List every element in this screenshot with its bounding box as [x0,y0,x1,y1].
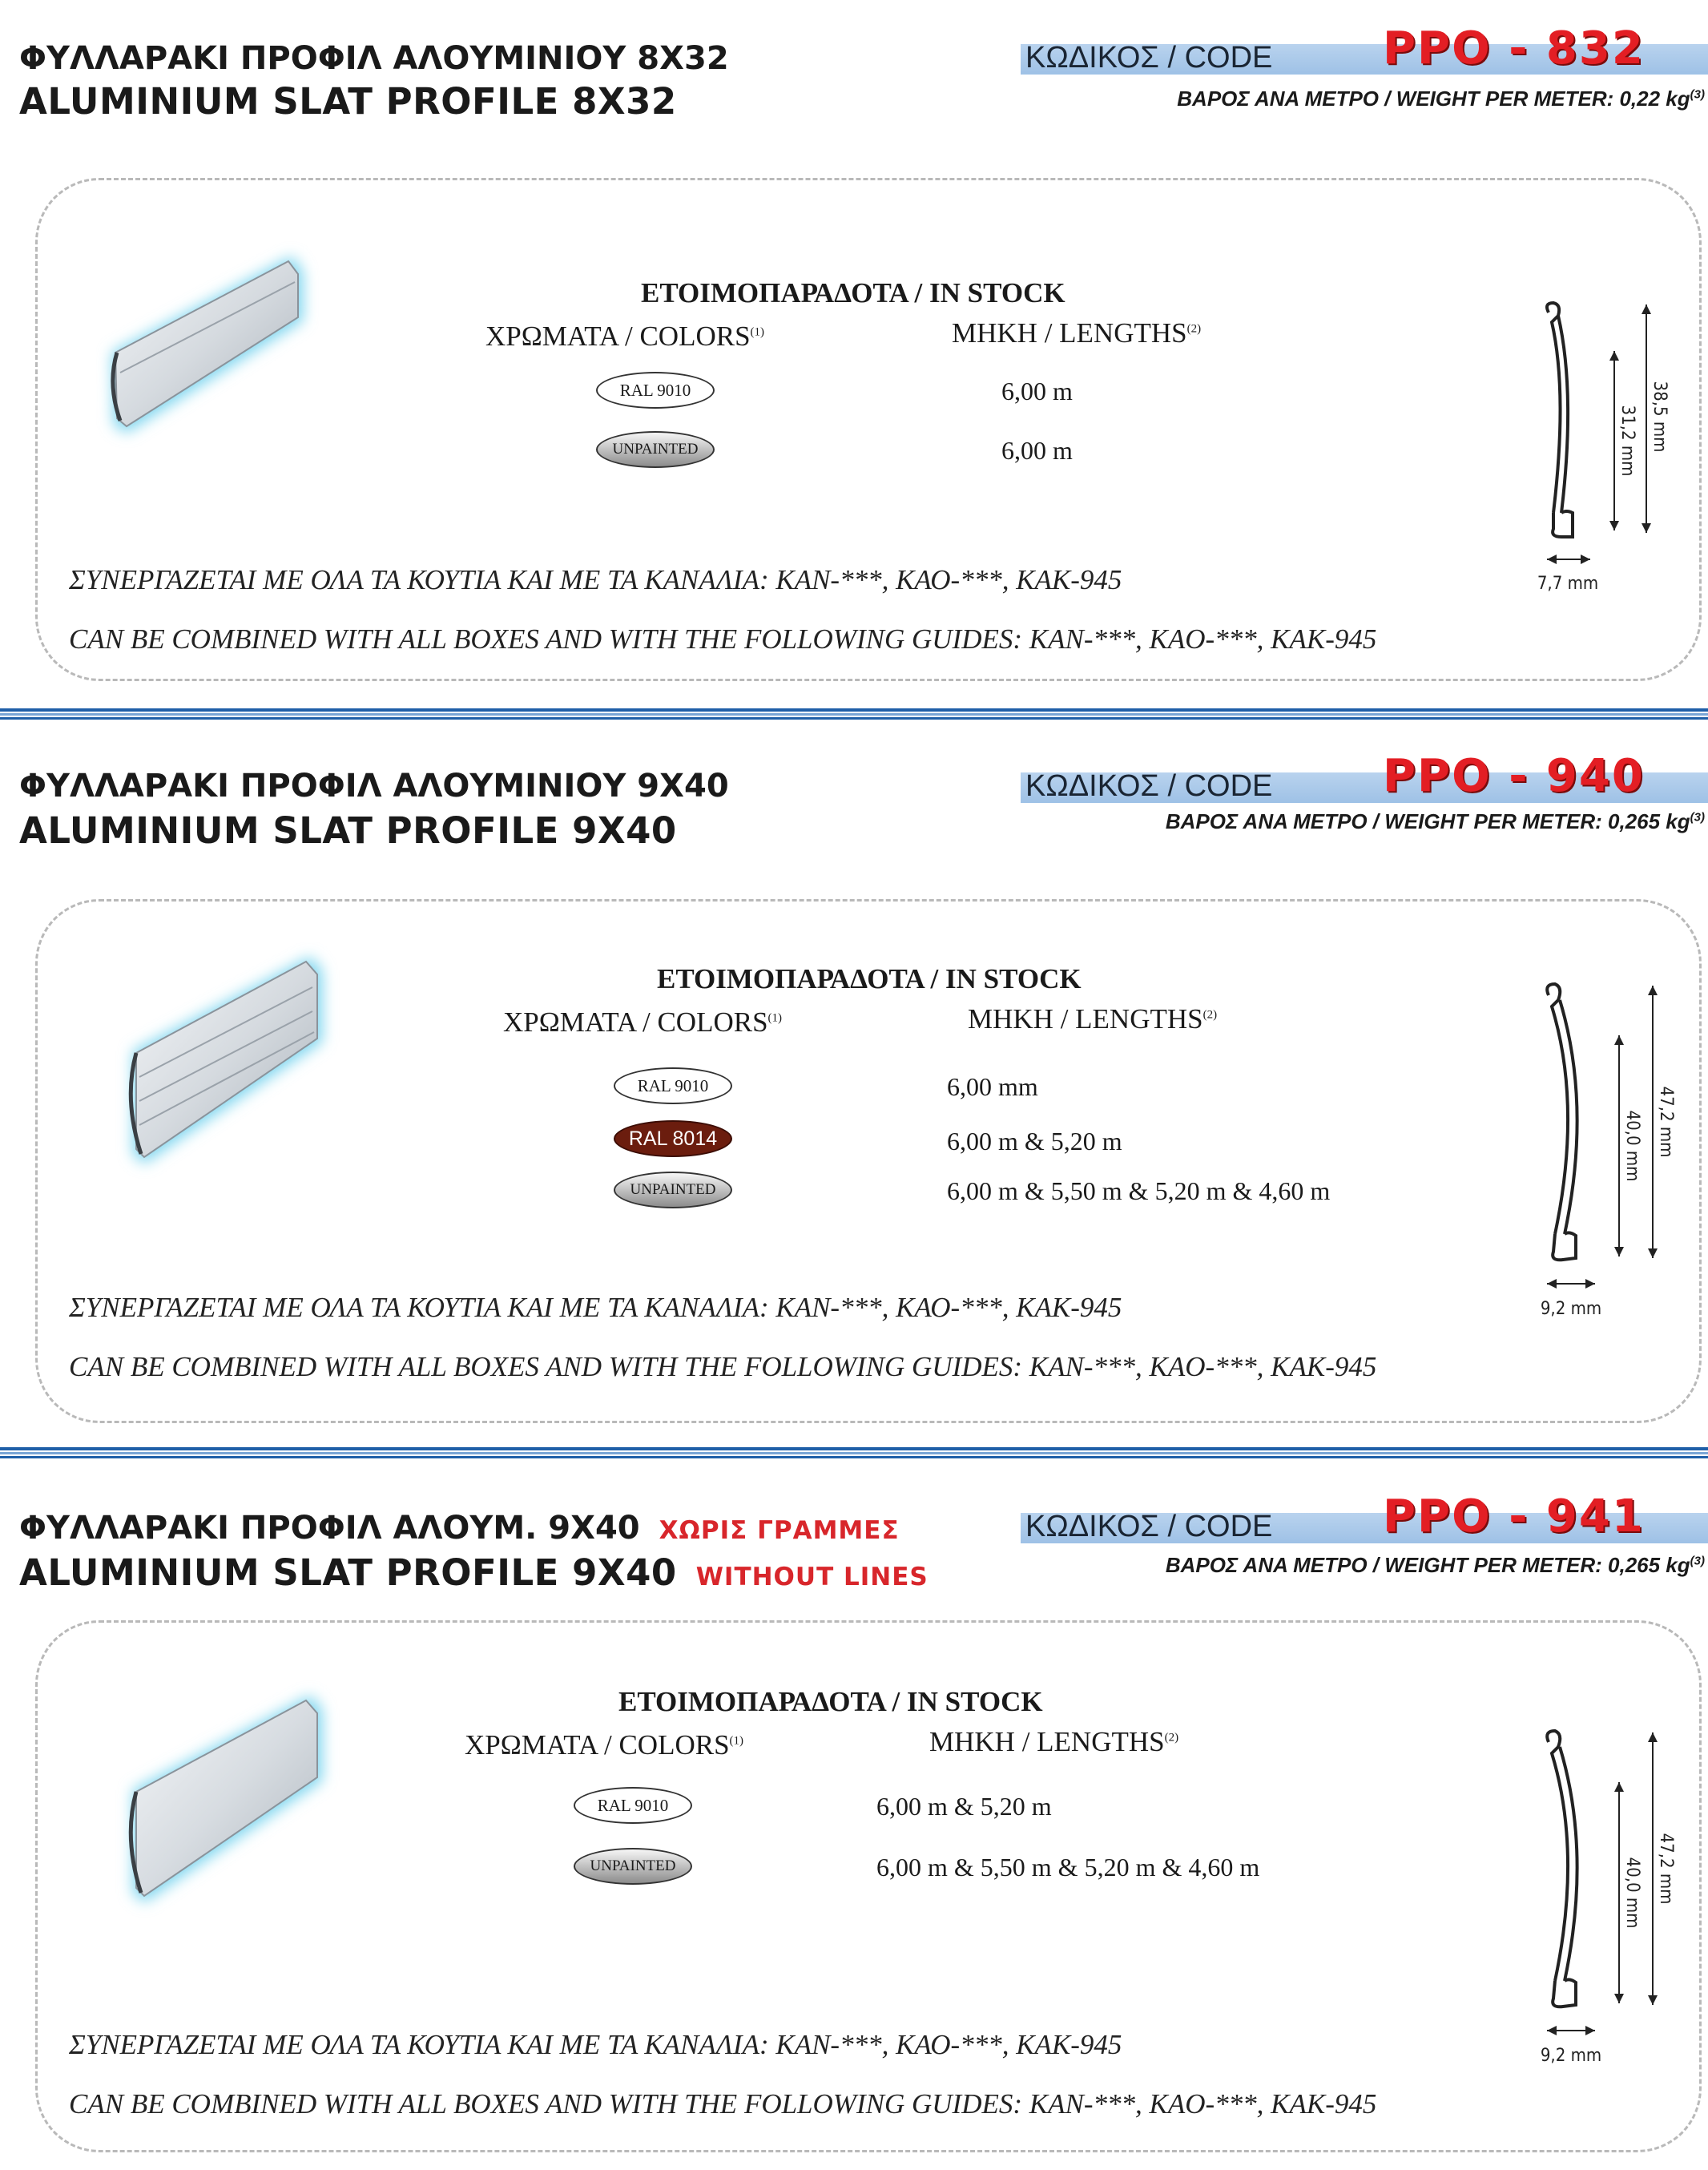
slat-profile-image [96,232,361,473]
color-badge-ral-8014: RAL 8014 [614,1120,732,1157]
compatibility-greek: ΣΥΝΕΡΓΑΖΕΤΑΙ ΜΕ ΟΛΑ ΤΑ ΚΟΥΤΙΑ ΚΑΙ ΜΕ ΤΑ ΚΑΝΑΛΙΑ: ΚΑΝ-***, ΚΑΟ-***, ΚΑΚ-945 [69,2029,1122,2060]
length-value: 6,00 m & 5,50 m & 5,20 m & 4,60 m [947,1176,1331,1205]
slat-cross-section-drawing [1526,978,1686,1330]
slat-cross-section-drawing [1526,1724,1686,2077]
colors-heading: ΧΡΩΜΑΤΑ / COLORS$^{(1)}$ [465,1729,744,1761]
dimension-thickness: 7,7 mm [1537,574,1599,594]
product-code: PPO - 941 [1383,1490,1645,1543]
color-badge-ral-9010: RAL 9010 [574,1787,692,1824]
dimension-inner-height: 31,2 mm [1617,405,1638,477]
product-title-english: ALUMINIUM SLAT PROFILE 8X32 [19,80,677,123]
product-title-english: ALUMINIUM SLAT PROFILE 9X40 [19,809,677,852]
section-divider [0,708,1708,720]
slat-profile-image [112,1670,377,1926]
weight-per-meter: ΒΑΡΟΣ ΑΝΑ ΜΕΤΡΟ / WEIGHT PER METER: 0,22 $kg^{(3)}$ [1177,87,1705,111]
colors-heading: ΧΡΩΜΑΤΑ / COLORS$^{(1)}$ [503,1006,783,1038]
code-label: ΚΩΔΙΚΟΣ / CODE [1025,1510,1273,1543]
dimension-outer-height: 47,2 mm [1656,1086,1676,1158]
dimension-inner-height: 40,0 mm [1622,1857,1642,1929]
length-value: 6,00 m [1001,377,1073,405]
compatibility-english: CAN BE COMBINED WITH ALL BOXES AND WITH THE FOLLOWING GUIDES: KAN-***, KAO-***, KAK-945 [69,623,1377,655]
section-divider [0,1447,1708,1458]
color-badge-unpainted: UNPAINTED [614,1172,732,1208]
without-lines-label-english: WITHOUT LINES [695,1563,929,1591]
code-label: ΚΩΔΙΚΟΣ / CODE [1025,41,1273,75]
dimension-outer-height: 47,2 mm [1656,1833,1676,1905]
slat-profile-image [112,931,377,1196]
product-title-greek: ΦΥΛΛΑΡΑΚΙ ΠΡΟΦΙΛ ΑΛΟΥΜΙΝΙΟΥ 8X32 [19,40,729,77]
compatibility-english: CAN BE COMBINED WITH ALL BOXES AND WITH THE FOLLOWING GUIDES: KAN-***, KAO-***, KAK-945 [69,1351,1377,1382]
product-code: PPO - 832 [1383,22,1645,75]
color-badge-ral-9010: RAL 9010 [614,1067,732,1104]
lengths-heading: ΜΗΚΗ / LENGTHS$^{(2)}$ [929,1726,1179,1757]
length-value: 6,00 m & 5,20 m [947,1127,1122,1156]
color-badge-unpainted: UNPAINTED [596,431,715,468]
length-value: 6,00 m & 5,50 m & 5,20 m & 4,60 m [876,1853,1260,1882]
length-value: 6,00 m & 5,20 m [876,1792,1052,1821]
code-label: ΚΩΔΙΚΟΣ / CODE [1025,769,1273,803]
in-stock-heading: ΕΤΟΙΜΟΠΑΡΑΔΟΤΑ / IN STOCK [618,1686,1043,1717]
compatibility-greek: ΣΥΝΕΡΓΑΖΕΤΑΙ ΜΕ ΟΛΑ ΤΑ ΚΟΥΤΙΑ ΚΑΙ ΜΕ ΤΑ ΚΑΝΑΛΙΑ: ΚΑΝ-***, ΚΑΟ-***, ΚΑΚ-945 [69,1292,1122,1323]
product-title-greek: ΦΥΛΛΑΡΑΚΙ ΠΡΟΦΙΛ ΑΛΟΥΜ. 9X40 ΧΩΡΙΣ ΓΡΑΜΜΕΣ [19,1510,900,1547]
dimension-inner-height: 40,0 mm [1622,1110,1642,1182]
lengths-heading: ΜΗΚΗ / LENGTHS$^{(2)}$ [968,1003,1218,1035]
product-title-greek: ΦΥΛΛΑΡΑΚΙ ΠΡΟΦΙΛ ΑΛΟΥΜΙΝΙΟΥ 9X40 [19,768,729,805]
without-lines-label-greek: ΧΩΡΙΣ ΓΡΑΜΜΕΣ [659,1516,900,1545]
product-section-832 [0,0,1708,697]
compatibility-greek: ΣΥΝΕΡΓΑΖΕΤΑΙ ΜΕ ΟΛΑ ΤΑ ΚΟΥΤΙΑ ΚΑΙ ΜΕ ΤΑ ΚΑΝΑΛΙΑ: ΚΑΝ-***, ΚΑΟ-***, ΚΑΚ-945 [69,564,1122,595]
in-stock-heading: ΕΤΟΙΜΟΠΑΡΑΔΟΤΑ / IN STOCK [657,963,1082,994]
colors-heading: ΧΡΩΜΑΤΑ / COLORS$^{(1)}$ [485,321,765,352]
product-code: PPO - 940 [1383,750,1645,802]
compatibility-english: CAN BE COMBINED WITH ALL BOXES AND WITH THE FOLLOWING GUIDES: KAN-***, KAO-***, KAK-945 [69,2088,1377,2120]
lengths-heading: ΜΗΚΗ / LENGTHS$^{(2)}$ [952,317,1202,349]
weight-per-meter: ΒΑΡΟΣ ΑΝΑ ΜΕΤΡΟ / WEIGHT PER METER: 0,265 $kg^{(3)}$ [1165,809,1705,833]
product-section-941 [0,1460,1708,2170]
color-badge-ral-9010: RAL 9010 [596,372,715,409]
dimension-thickness: 9,2 mm [1540,2046,1602,2066]
slat-cross-section-drawing [1526,296,1686,601]
dimension-outer-height: 38,5 mm [1650,381,1670,453]
length-value: 6,00 m [1001,436,1073,465]
dimension-thickness: 9,2 mm [1540,1299,1602,1319]
in-stock-heading: ΕΤΟΙΜΟΠΑΡΑΔΟΤΑ / IN STOCK [641,277,1065,309]
color-badge-unpainted: UNPAINTED [574,1848,692,1885]
length-value: 6,00 mm [947,1072,1038,1101]
product-section-940 [0,721,1708,1442]
weight-per-meter: ΒΑΡΟΣ ΑΝΑ ΜΕΤΡΟ / WEIGHT PER METER: 0,265 $kg^{(3)}$ [1165,1553,1705,1577]
product-title-english: ALUMINIUM SLAT PROFILE 9X40 WITHOUT LINES [19,1551,929,1594]
